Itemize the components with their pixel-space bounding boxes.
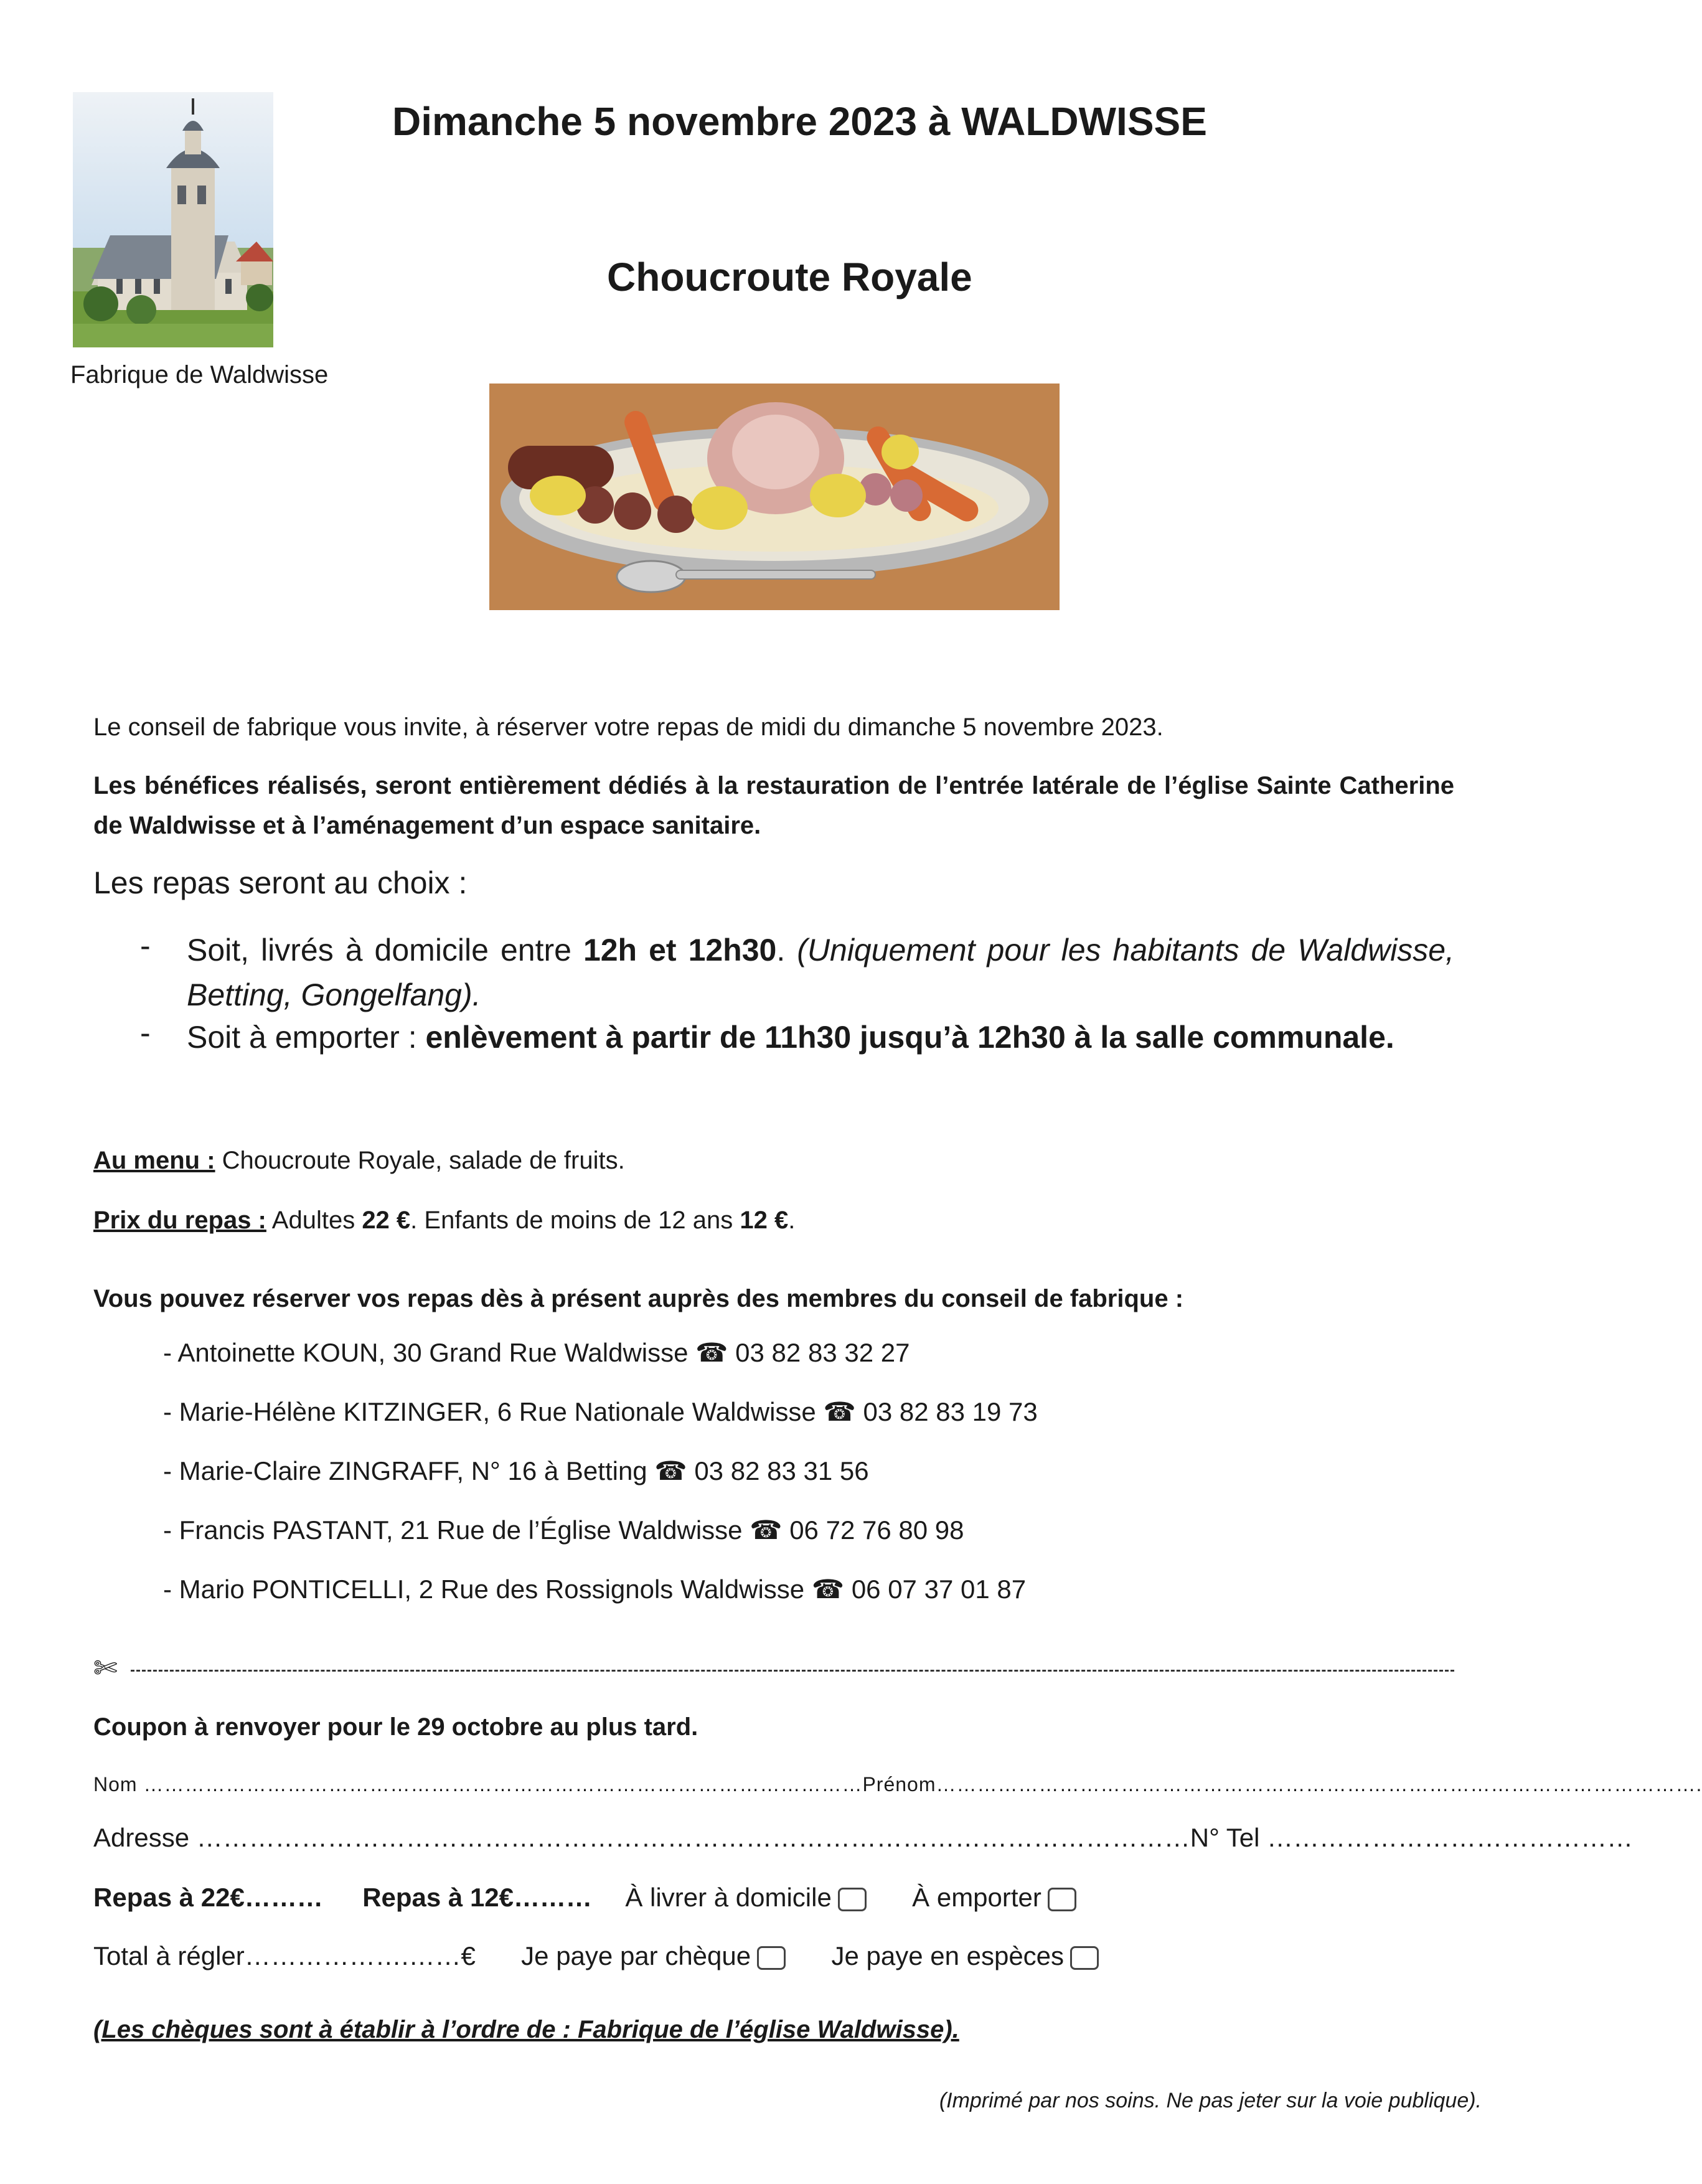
emporter-label: À emporter: [912, 1883, 1041, 1912]
menu-text: Choucroute Royale, salade de fruits.: [215, 1147, 625, 1174]
price-end: .: [788, 1207, 796, 1234]
phone-icon: ☎: [654, 1456, 687, 1485]
choucroute-dish-image: [489, 384, 1060, 610]
contact-name: - Francis PASTANT, 21 Rue de l’Église Waldwisse: [163, 1515, 743, 1545]
price-line: [93, 1200, 1454, 1240]
repas-12-field[interactable]: Repas à 12€………: [362, 1883, 593, 1912]
phone-icon: ☎: [811, 1574, 845, 1604]
dashed-divider: [131, 1670, 1454, 1672]
contact-item: [163, 1515, 964, 1545]
contact-item: [163, 1574, 1026, 1604]
choice-heading: Les repas seront au choix :: [93, 865, 468, 900]
cheque-checkbox[interactable]: [757, 1946, 786, 1970]
payment-line: [93, 1936, 1454, 1976]
livrer-checkbox[interactable]: [838, 1888, 867, 1911]
price-label: Prix du repas :: [93, 1207, 266, 1234]
reserve-heading: Vous pouvez réserver vos repas dès à présent auprès des membres du conseil de fabrique :: [93, 1285, 1184, 1312]
option-1-dash: -: [140, 928, 151, 963]
option-delivery-text: Soit, livrés à domicile entre: [187, 933, 583, 967]
contact-item: [163, 1337, 910, 1368]
emporter-checkbox[interactable]: [1048, 1888, 1076, 1911]
especes-label: Je paye en espèces: [831, 1941, 1065, 1970]
church-logo-image: [73, 92, 273, 347]
phone-icon: ☎: [823, 1397, 856, 1426]
phone-icon: ☎: [750, 1515, 783, 1545]
menu-label: Au menu :: [93, 1147, 215, 1174]
cheque-note: (Les chèques sont à établir à l’ordre de : Fabrique de l’église Waldwisse).: [93, 2016, 959, 2043]
contact-name: - Antoinette KOUN, 30 Grand Rue Waldwisse: [163, 1338, 689, 1367]
livrer-label: À livrer à domicile: [625, 1883, 832, 1912]
footer-note: (Imprimé par nos soins. Ne pas jeter sur la voie publique).: [939, 2089, 1482, 2112]
especes-checkbox[interactable]: [1070, 1946, 1099, 1970]
contact-name: - Mario PONTICELLI, 2 Rue des Rossignols Waldwisse: [163, 1574, 805, 1604]
contact-phone: 03 82 83 31 56: [694, 1456, 869, 1485]
contact-phone: 06 72 76 80 98: [789, 1515, 964, 1545]
prenom-field[interactable]: Prénom………………………………………………………………………………………………….: [862, 1773, 1702, 1796]
address-field[interactable]: Adresse ……………………………………………………………………………………………………N° Tel ……………………………………: [93, 1823, 1634, 1852]
cheque-label: Je paye par chèque: [521, 1941, 751, 1970]
contact-phone: 03 82 83 32 27: [735, 1338, 910, 1367]
logo-caption: Fabrique de Waldwisse: [70, 361, 329, 388]
coupon-heading: Coupon à renvoyer pour le 29 octobre au plus tard.: [93, 1713, 698, 1741]
menu-line: [93, 1141, 1454, 1180]
contact-name: - Marie-Claire ZINGRAFF, N° 16 à Betting: [163, 1456, 647, 1485]
order-line: [93, 1878, 1454, 1918]
option-delivery-note: (Uniquement pour les habitants de Waldwisse, Betting, Gongelfang).: [187, 933, 1454, 1012]
contact-phone: 06 07 37 01 87: [851, 1574, 1027, 1604]
contact-phone: 03 82 83 19 73: [863, 1397, 1038, 1426]
contact-name: - Marie-Hélène KITZINGER, 6 Rue Nationale Waldwisse: [163, 1397, 816, 1426]
nom-field[interactable]: Nom ……………………………………………………………………………………………: [93, 1773, 863, 1796]
price-adult: 22 €: [362, 1207, 411, 1234]
scissors-icon: ✄: [93, 1652, 118, 1684]
price-adult-text: Adultes: [266, 1207, 362, 1234]
name-line: [93, 1764, 1702, 1804]
option-takeaway: [187, 1015, 1454, 1060]
option-2-dash: -: [140, 1015, 151, 1050]
price-child: 12 €: [740, 1207, 789, 1234]
contact-item: [163, 1396, 1038, 1427]
option-delivery: [187, 928, 1454, 1017]
intro-text: Le conseil de fabrique vous invite, à réserver votre repas de midi du dimanche 5 novembre 2023.: [93, 713, 1164, 741]
page-title: Dimanche 5 novembre 2023 à WALDWISSE: [392, 99, 1207, 144]
benefits-text: Les bénéfices réalisés, seront entièrement dédiés à la restauration de l’entrée latérale de l’église Sainte Catherine de Waldwisse et à l’aménagement d’un espace sanitaire.: [93, 772, 1454, 839]
total-field[interactable]: Total à régler……………….……€: [93, 1941, 476, 1970]
price-child-text: . Enfants de moins de 12 ans: [410, 1207, 740, 1234]
phone-icon: ☎: [695, 1338, 728, 1367]
page-subtitle: Choucroute Royale: [607, 255, 972, 299]
repas-22-field[interactable]: Repas à 22€………: [93, 1883, 323, 1912]
contact-item: [163, 1456, 869, 1486]
cut-line: [93, 1652, 1454, 1684]
option-delivery-time: 12h et 12h30: [583, 933, 777, 967]
option-takeaway-text: Soit à emporter :: [187, 1020, 426, 1055]
option-takeaway-detail: enlèvement à partir de 11h30 jusqu’à 12h30 à la salle communale.: [425, 1020, 1394, 1055]
option-delivery-period: .: [776, 933, 797, 967]
